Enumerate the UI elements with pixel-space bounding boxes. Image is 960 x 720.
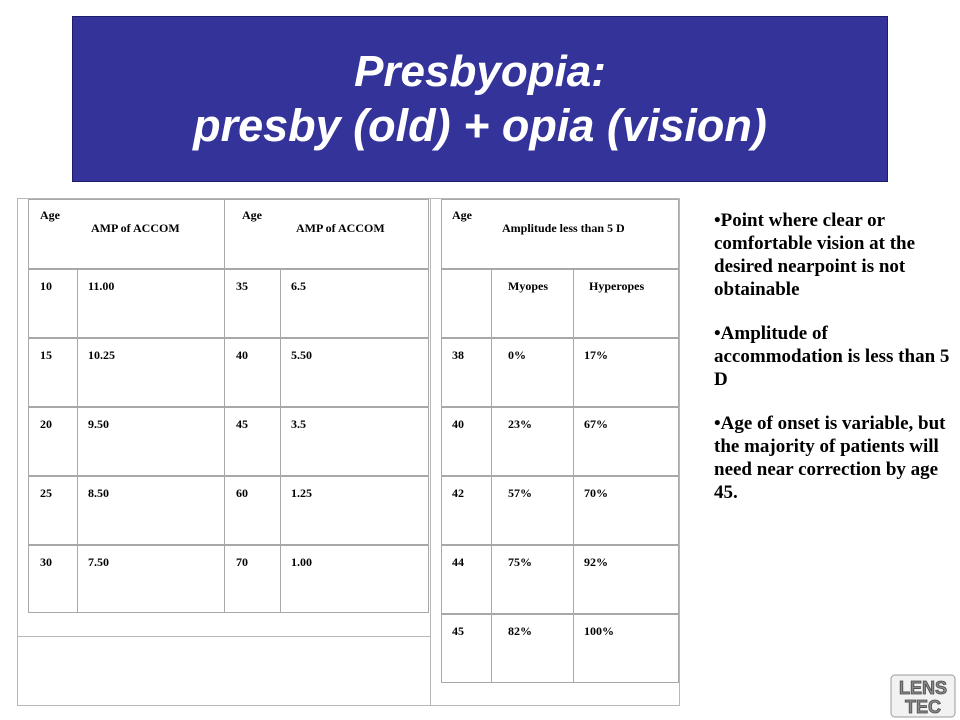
row-divider — [224, 407, 225, 476]
bullet-list — [714, 209, 950, 525]
row-divider — [491, 269, 492, 338]
right-cell: 92% — [584, 555, 608, 569]
right-cell: 82% — [508, 624, 532, 638]
left-cell: 15 — [40, 348, 52, 362]
left-cell: 7.50 — [88, 555, 109, 569]
right-subheader-hyperopes: Hyperopes — [589, 279, 645, 293]
right-cell: 17% — [584, 348, 608, 362]
row-divider — [77, 545, 78, 613]
right-cell: 75% — [508, 555, 532, 569]
left-cell: 20 — [40, 417, 52, 431]
table-row — [441, 476, 679, 545]
right-cell: 42 — [452, 486, 464, 500]
table-row — [441, 338, 679, 407]
title-line-2: presby (old) + opia (vision) — [193, 100, 767, 151]
table-row — [441, 545, 679, 614]
row-divider — [573, 545, 574, 614]
right-cell: 0% — [508, 348, 526, 362]
left-cell: 5.50 — [291, 348, 312, 362]
left-header-age-1: Age — [40, 208, 60, 222]
left-header-divider — [224, 199, 225, 269]
right-cell: 45 — [452, 624, 464, 638]
row-divider — [491, 545, 492, 614]
left-cell: 11.00 — [88, 279, 115, 293]
right-cell: 100% — [584, 624, 614, 638]
right-cell: 44 — [452, 555, 464, 569]
row-divider — [280, 545, 281, 613]
row-divider — [491, 614, 492, 683]
lenstec-logo — [890, 674, 956, 718]
row-divider — [224, 338, 225, 407]
logo-text-1: LENS — [898, 678, 948, 698]
row-divider — [77, 407, 78, 476]
left-cell: 10 — [40, 279, 52, 293]
right-subheader-myopes: Myopes — [508, 279, 548, 293]
row-divider — [280, 476, 281, 545]
row-divider — [573, 614, 574, 683]
logo-text-2: TEC — [905, 697, 941, 717]
row-divider — [280, 407, 281, 476]
title-line-1: Presbyopia: — [354, 47, 606, 96]
row-divider — [77, 338, 78, 407]
left-cell: 25 — [40, 486, 52, 500]
row-divider — [77, 269, 78, 338]
row-divider — [491, 407, 492, 476]
row-divider — [77, 476, 78, 545]
left-cell: 35 — [236, 279, 248, 293]
left-cell: 1.25 — [291, 486, 312, 500]
row-divider — [573, 338, 574, 407]
row-divider — [224, 269, 225, 338]
bullet-item: •Age of onset is variable, but the majority of patients will need near correction by age 45. — [714, 413, 946, 503]
left-cell: 30 — [40, 555, 52, 569]
right-cell: 23% — [508, 417, 532, 431]
left-cell: 70 — [236, 555, 248, 569]
right-header-amp: Amplitude less than 5 D — [502, 221, 625, 235]
left-cell: 45 — [236, 417, 248, 431]
left-header-amp-2: AMP of ACCOM — [296, 221, 385, 235]
row-divider — [573, 269, 574, 338]
bullet-item: •Point where clear or comfortable vision at the desired nearpoint is not obtainable — [714, 210, 916, 300]
left-cell: 60 — [236, 486, 248, 500]
title-banner — [72, 16, 888, 182]
right-cell: 57% — [508, 486, 532, 500]
right-cell: 40 — [452, 417, 464, 431]
right-header-age: Age — [452, 208, 472, 222]
table-row — [441, 614, 679, 683]
right-cell: 38 — [452, 348, 464, 362]
left-cell: 9.50 — [88, 417, 109, 431]
left-cell: 1.00 — [291, 555, 312, 569]
left-cell: 3.5 — [291, 417, 306, 431]
left-header-amp-1: AMP of ACCOM — [91, 221, 180, 235]
row-divider — [491, 476, 492, 545]
left-cell: 6.5 — [291, 279, 306, 293]
table-divider — [430, 198, 431, 706]
right-cell: 70% — [584, 486, 608, 500]
row-divider — [224, 545, 225, 613]
left-header-age-2: Age — [242, 208, 262, 222]
row-divider — [280, 269, 281, 338]
row-divider — [224, 476, 225, 545]
row-divider — [573, 476, 574, 545]
left-cell: 40 — [236, 348, 248, 362]
left-cell: 10.25 — [88, 348, 115, 362]
table-row — [441, 407, 679, 476]
bullet-item: •Amplitude of accommodation is less than 5 D — [714, 323, 950, 390]
left-bottom-divider — [17, 636, 430, 637]
row-divider — [573, 407, 574, 476]
right-cell: 67% — [584, 417, 608, 431]
row-divider — [280, 338, 281, 407]
left-cell: 8.50 — [88, 486, 109, 500]
row-divider — [491, 338, 492, 407]
